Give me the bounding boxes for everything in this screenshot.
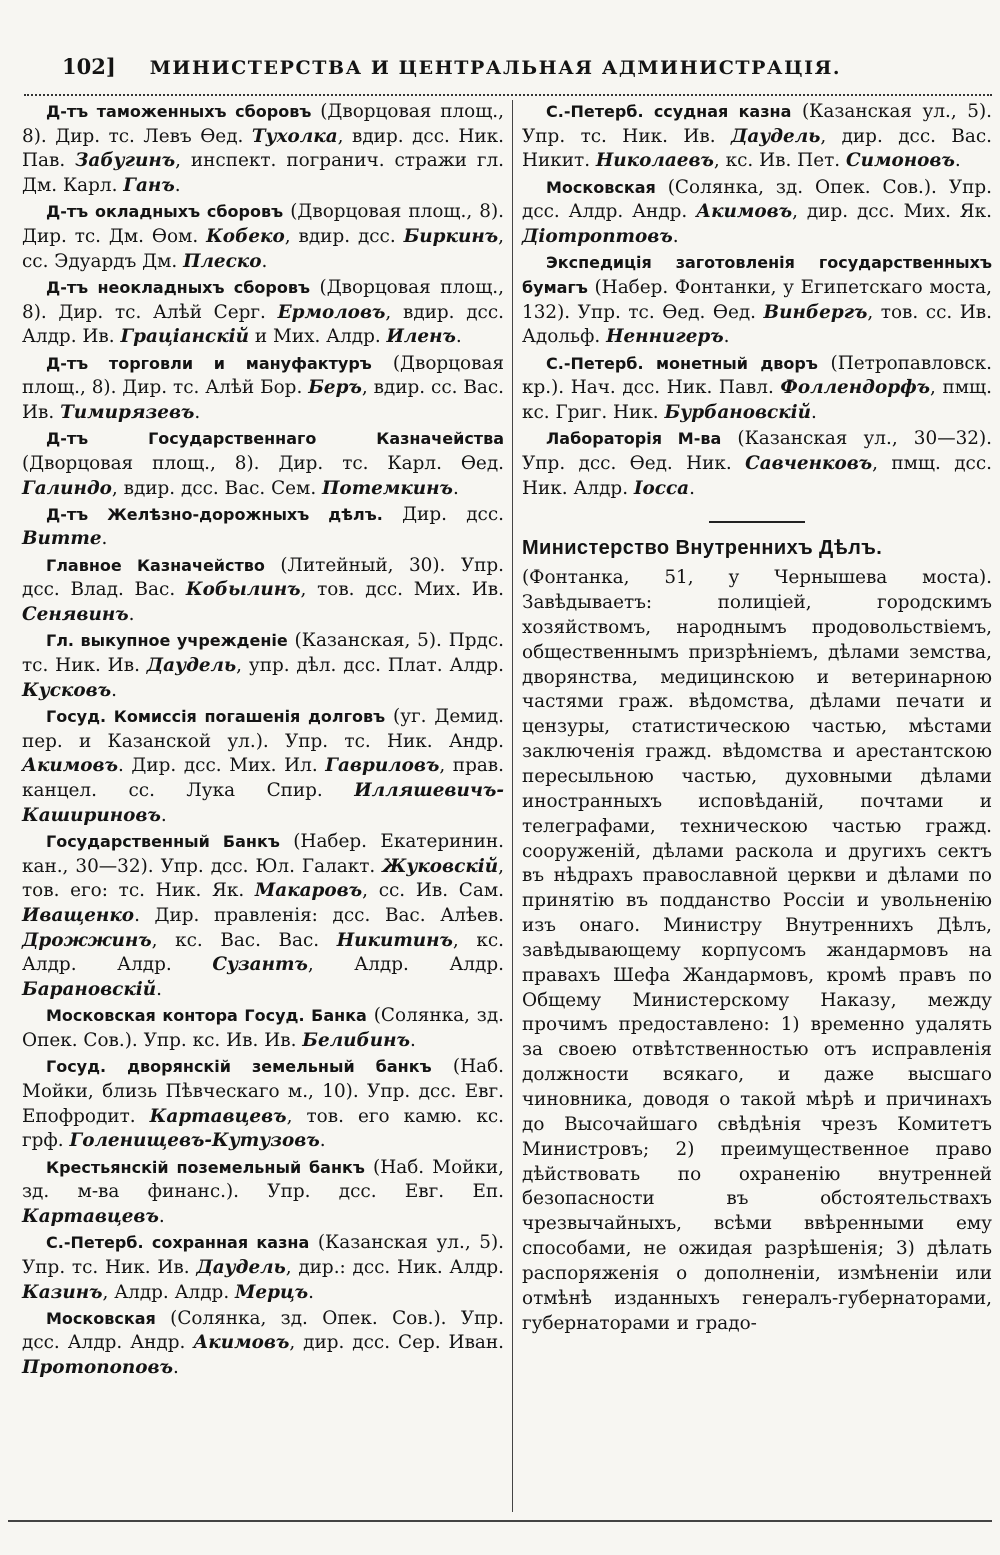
entry-organization: Госуд. Комиссія погашенія долговъ <box>46 706 386 726</box>
entry-person-name: Даудель <box>730 125 821 147</box>
entry-text: . <box>261 250 268 272</box>
entry-text: . <box>158 1205 165 1227</box>
entry-text: . Дир. правленія: дсс. Вас. Алѣев. <box>134 905 504 926</box>
entry-person-name: Сенявинъ <box>22 604 129 626</box>
entry-text: , дир.: дсс. Ник. Алдр. <box>285 1256 504 1278</box>
directory-entry <box>22 1156 504 1230</box>
entry-text: . <box>194 401 201 423</box>
entry-text: . <box>811 401 817 423</box>
directory-entry <box>522 427 992 501</box>
section-title: Министерство Внутреннихъ Дѣлъ. <box>522 537 883 560</box>
entry-person-name: Потемкинъ <box>322 477 453 499</box>
entry-person-name: Плеско <box>183 250 262 272</box>
entry-text: (Наб. Мойки, близь Пѣвческаго м., 10). Упр. дсс. Евг. Епофродит. <box>22 1056 504 1127</box>
entry-organization: Московская контора Госуд. Банка <box>46 1006 367 1026</box>
entry-text: , упр. дѣл. дсс. Плат. Алдр. <box>236 654 504 676</box>
entry-text: (Наб. Мойки, зд. м-ва финанс.). Упр. дсс. Евг. Еп. <box>22 1156 504 1203</box>
section-body-text: (Фонтанка, 51, у Чернышева моста). Завѣдываетъ: полиціей, городскимъ хозяйствомъ, народнымъ продовольствіемъ, общественнымъ призрѣніемъ, дѣлами земства, дворянства, медицинскою и ветеринарною частями граж. вѣдомства, дѣлами печати и цензуры, статистическою частью, мѣстами заключенія гражд. вѣдомства и арестантскою пересыльною частью, духовными дѣлами иностранныхъ исповѣданій, почтами и телеграфами, техническою частью гражд. сооруженій, дѣлами раскола и другихъ сектъ въ нѣдрахъ православной церкви и дѣлами по принятію въ подданство Россіи и увольненію изъ онаго. Министру Внутреннихъ Дѣлъ, завѣдывающему корпусомъ жандармовъ на правахъ Шефа Жандармовъ, кромѣ правъ по Общему Министерскому Наказу, между прочимъ предоставлено: 1) временно удалять за своею отвѣтственностью отъ исправленія должности всякаго, и даже высшаго чиновника, доводя о такой мѣрѣ и причинахъ до Высочайшаго свѣдѣнія чрезъ Комитетъ Министровъ; 2) преимущественное право дѣйствовать по охраненію внутренней безопасности въ обстоятельствахъ чрезвычайныхъ, всѣми ввѣренными ему способами, не ожидая разрѣшенія; 3) дѣлать распоряженія о дополненіи, измѣненіи или отмѣнѣ изданныхъ генералъ-губернаторами, губернаторами и градо- <box>522 567 992 1334</box>
two-column-body <box>22 100 992 1510</box>
entry-person-name: Казинъ <box>22 1281 103 1303</box>
entry-text: . <box>172 1357 179 1379</box>
entry-text: . <box>308 1281 314 1303</box>
entry-person-name: Беръ <box>308 377 362 399</box>
entry-text: , вдир. дсс. Алдр. Ив. <box>22 301 504 348</box>
entry-person-name: Витте <box>22 528 102 550</box>
entry-text: Дир. дсс. <box>382 503 504 525</box>
entry-text: , вдир. дсс. <box>284 226 404 248</box>
entry-person-name: Тухолка <box>251 125 338 147</box>
entry-text: , Алдр. Алдр. <box>307 954 504 976</box>
entry-person-name: Акимовъ <box>22 755 118 777</box>
entry-text: . <box>101 528 108 550</box>
directory-entry <box>522 251 992 350</box>
entry-text: . <box>455 326 462 348</box>
entry-organization: Лабораторія М-ва <box>546 429 722 449</box>
entry-text: (Казанская ул., 30—32). Упр. дсс. Ѳед. Ник. <box>522 428 993 474</box>
entry-text: (Дворцовая площ., 8). Дир. тс. Алѣй Бор. <box>22 352 504 399</box>
entry-person-name: Ганъ <box>123 175 175 197</box>
entry-text: . <box>723 326 730 348</box>
left-column <box>22 100 504 1382</box>
entry-person-name: Кусковъ <box>22 679 112 701</box>
entry-text: . <box>174 175 181 197</box>
entry-text: (Солянка, зд. Опек. Сов.). Упр. кс. Ив. Ив. <box>22 1005 504 1052</box>
entry-person-name: Ермоловъ <box>277 301 386 323</box>
entry-organization: Д-тъ таможенныхъ сборовъ <box>46 102 312 121</box>
entry-text: , сс. Ив. Сам. <box>362 880 504 902</box>
entry-organization: Московская <box>46 1308 156 1328</box>
directory-entry <box>22 1004 504 1053</box>
entry-text: , тов. сс. Ив. Адольф. <box>522 301 992 348</box>
entry-text: . <box>672 226 679 248</box>
entry-text: , вдир. дсс. Ник. Пав. <box>22 125 505 172</box>
header-rule <box>24 94 992 96</box>
entry-text: , инспект. погранич. стражи гл. Дм. Карл. <box>22 150 504 197</box>
directory-entry <box>522 100 992 174</box>
entry-person-name: Винбергъ <box>763 301 868 323</box>
directory-entry <box>22 427 504 501</box>
entry-text: (Дворцовая площ., 8). Дир. тс. Карл. Ѳед. <box>22 452 504 474</box>
entry-person-name: Никитинъ <box>336 929 453 951</box>
entry-person-name: Савченковъ <box>745 452 873 474</box>
entry-text: , тов. его: тс. Ник. Як. <box>22 855 504 902</box>
entry-text: , Алдр. Алдр. <box>102 1281 236 1303</box>
entry-person-name: Даудель <box>146 654 237 676</box>
column-divider <box>512 100 513 1512</box>
entry-organization: Государственный Банкъ <box>46 831 280 851</box>
entry-text: . <box>954 150 961 172</box>
entry-person-name: Голенищевъ-Кутузовъ <box>69 1130 320 1152</box>
entry-text: , дир. дсс. Мих. Як. <box>792 201 992 223</box>
entry-text: , кс. Алдр. Алдр. <box>22 929 504 976</box>
entry-text: , вдир. дсс. Вас. Сем. <box>111 477 323 499</box>
entry-text: и Мих. Алдр. <box>249 326 387 348</box>
entry-text: , пмщ. дсс. Ник. Алдр. <box>522 452 992 499</box>
right-column <box>522 100 992 1336</box>
entry-person-name: Неннигеръ <box>606 326 724 348</box>
entry-text: (Набер. Фонтанки, у Египетскаго моста, 132). Упр. тс. Ѳед. Ѳед. <box>522 276 992 323</box>
entry-organization: Главное Казначейство <box>46 555 265 575</box>
directory-entry <box>22 200 504 274</box>
entry-person-name: Акимовъ <box>696 201 793 223</box>
entry-text: . <box>156 979 163 1001</box>
entry-organization: Д-тъ Государственнаго Казначейства <box>46 429 504 449</box>
right-column-entries <box>522 100 992 501</box>
entry-text: , вдир. сс. Вас. Ив. <box>22 377 504 423</box>
directory-entry <box>22 352 504 426</box>
entry-person-name: Гавриловъ <box>325 755 440 777</box>
entry-organization: Д-тъ окладныхъ сборовъ <box>46 202 284 222</box>
entry-text: (Литейный, 30). Упр. дсс. Влад. Вас. <box>22 554 505 601</box>
entry-person-name: Іосса <box>633 477 690 499</box>
entry-text: (Дворцовая площ., 8). Дир. тс. Левъ Ѳед. <box>22 101 505 147</box>
directory-entry <box>22 1055 504 1154</box>
entry-person-name: Симоновъ <box>845 150 955 172</box>
entry-person-name: Мерцъ <box>235 1281 309 1303</box>
entry-person-name: Жуковскій <box>382 855 499 877</box>
entry-text: , дир. дсс. Вас. Никит. <box>522 125 992 172</box>
entry-organization: С.-Петерб. сохранная казна <box>46 1233 310 1253</box>
entry-person-name: Граціанскій <box>120 326 250 348</box>
entry-person-name: Акимовъ <box>193 1332 290 1354</box>
entry-organization: Московская <box>546 177 656 197</box>
entry-person-name: Иващенко <box>22 905 135 926</box>
entry-person-name: Картавцевъ <box>22 1205 159 1227</box>
entry-text: (уг. Демид. пер. и Казанской ул.). Упр. тс. Ник. Андр. <box>22 705 504 752</box>
entry-person-name: Барановскій <box>22 979 157 1001</box>
entry-text: (Петропавловск. кр.). Нач. дсс. Ник. Павл. <box>522 352 992 399</box>
entry-organization: Гл. выкупное учрежденіе <box>46 631 288 651</box>
entry-person-name: Галиндо <box>22 477 112 499</box>
entry-text: . <box>319 1130 326 1152</box>
entry-organization: Д-тъ неокладныхъ сборовъ <box>46 277 310 297</box>
entry-person-name: Биркинъ <box>403 226 499 248</box>
entry-person-name: Илляшевичъ-Кашириновъ <box>22 779 504 826</box>
entry-text: , сс. Эдуардъ Дм. <box>22 226 504 272</box>
entry-text: (Казанская ул., 5). Упр. тс. Ник. Ив. <box>522 101 992 147</box>
entry-text: . <box>128 604 135 626</box>
entry-person-name: Забугинъ <box>75 150 176 172</box>
entry-organization: Д-тъ Желѣзно-дорожныхъ дѣлъ. <box>46 504 383 524</box>
entry-text: , тов. его камю. кс. грф. <box>22 1105 504 1152</box>
directory-entry <box>22 100 504 199</box>
entry-person-name: Николаевъ <box>595 150 714 172</box>
entry-organization: С.-Петерб. монетный дворъ <box>546 353 818 373</box>
entry-organization: Д-тъ торговли и мануфактуръ <box>46 353 372 373</box>
directory-entry <box>522 176 992 250</box>
entry-organization: С.-Петерб. ссудная казна <box>546 102 792 121</box>
entry-text: . <box>409 1030 416 1052</box>
entry-person-name: Кобылинъ <box>185 579 301 601</box>
entry-text: , прав. канцел. сс. Лука Спир. <box>22 755 505 801</box>
entry-text: , кс. Вас. Вас. <box>151 929 337 951</box>
entry-person-name: Сузантъ <box>212 954 308 976</box>
entry-person-name: Даудель <box>196 1256 286 1278</box>
entry-person-name: Иленъ <box>386 326 456 348</box>
entry-text: . <box>160 804 167 826</box>
entry-person-name: Протопоповъ <box>22 1357 173 1379</box>
directory-entry <box>522 352 992 426</box>
entry-organization: Госуд. дворянскій земельный банкъ <box>46 1057 432 1077</box>
directory-entry <box>22 554 504 628</box>
entry-text: . <box>689 477 695 499</box>
entry-text: (Набер. Екатеринин. кан., 30—32). Упр. дсс. Юл. Галакт. <box>22 830 504 877</box>
entry-text: . Дир. дсс. Мих. Ил. <box>118 755 326 777</box>
entry-text: (Солянка, зд. Опек. Сов.). Упр. дсс. Алдр. Андр. <box>522 176 992 223</box>
entry-person-name: Картавцевъ <box>149 1105 287 1127</box>
entry-text: , кс. Ив. Пет. <box>713 150 846 172</box>
entry-person-name: Фоллендорфъ <box>780 377 931 399</box>
section-separator <box>709 521 805 523</box>
bottom-rule <box>8 1520 992 1522</box>
entry-text: . <box>111 679 117 701</box>
entry-text: (Дворцовая площ., 8). Дир. тс. Алѣй Серг. <box>22 276 504 323</box>
entry-text: , тов. дсс. Мих. Ив. <box>300 579 504 601</box>
directory-entry <box>22 276 504 350</box>
directory-entry <box>22 830 504 1003</box>
entry-person-name: Макаровъ <box>254 880 363 902</box>
directory-entry <box>22 629 504 703</box>
entry-person-name: Белибинъ <box>302 1030 410 1052</box>
entry-person-name: Тимирязевъ <box>60 401 195 423</box>
entry-text: , дир. дсс. Сер. Иван. <box>289 1332 504 1354</box>
entry-person-name: Діотроптовъ <box>522 226 673 248</box>
directory-entry <box>22 1231 504 1305</box>
directory-entry <box>22 503 504 552</box>
running-title: МИНИСТЕРСТВА И ЦЕНТРАЛЬНАЯ АДМИНИСТРАЦІЯ. <box>149 57 842 79</box>
entry-text: , пмщ. кс. Григ. Ник. <box>522 377 992 423</box>
entry-text: (Солянка, зд. Опек. Сов.). Упр. дсс. Алдр. Андр. <box>22 1307 504 1354</box>
entry-text: . <box>452 477 459 499</box>
entry-person-name: Дрожжинъ <box>22 929 152 951</box>
page-header <box>62 54 992 90</box>
entry-text: (Дворцовая площ., 8). Дир. тс. Дм. Ѳом. <box>22 201 504 248</box>
entry-person-name: Кобеко <box>206 226 285 248</box>
entry-text: (Казанская ул., 5). Упр. тс. Ник. Ив. <box>22 1232 504 1278</box>
directory-entry <box>22 1307 504 1381</box>
page-number: 102] <box>62 54 116 79</box>
entry-text: (Казанская, 5). Прдс. тс. Ник. Ив. <box>22 630 504 676</box>
entry-organization: Крестьянскій поземельный банкъ <box>46 1157 365 1177</box>
entry-person-name: Бурбановскій <box>664 401 812 423</box>
directory-entry <box>22 705 504 829</box>
entry-organization: Экспедиція заготовленія государственныхъ бумагъ <box>522 253 992 297</box>
